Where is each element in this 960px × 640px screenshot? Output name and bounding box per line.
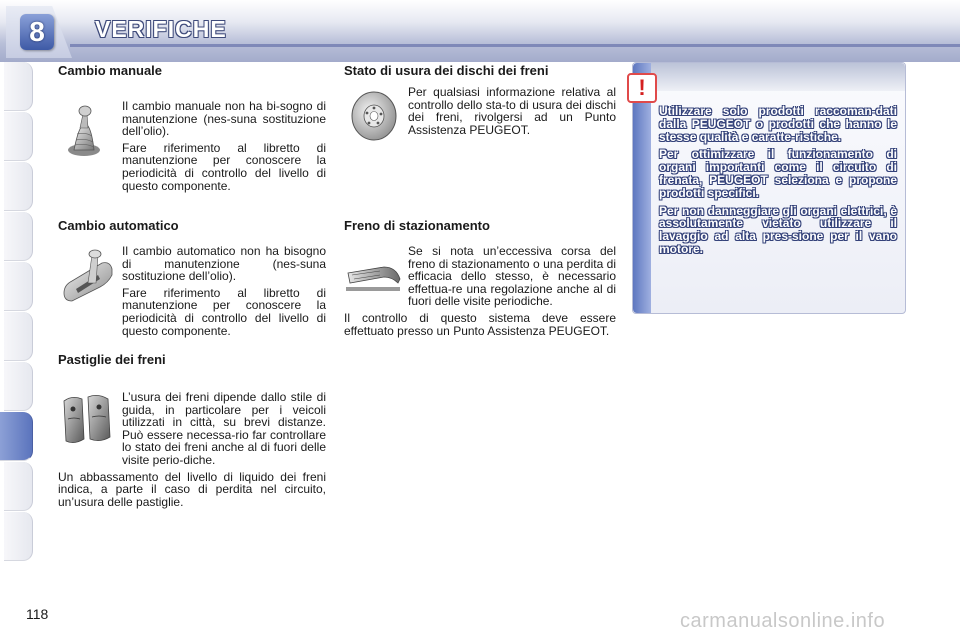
paragraph: L’usura dei freni dipende dallo stile di guida, in particolare per i veicoli utilizzati in città, su brevi distanze. Può essere necessa-rio far controllare lo stato dei freni anche al di fuori delle visite perio-diche.: [122, 391, 326, 467]
side-tab: [4, 62, 33, 111]
side-tab: [4, 112, 33, 161]
paragraph: Se si nota un’eccessiva corsa del freno di stazionamento o una perdita di efficacia dello stesso, è necessario effettua-re una regolazione anche al di fuori delle visite periodiche.: [408, 245, 616, 309]
side-tab: [4, 162, 33, 211]
side-tab: [4, 262, 33, 311]
warning-text: [659, 105, 897, 261]
paragraph: Per qualsiasi informazione relativa al controllo dello sta-to di usura dei dischi dei freni, rivolgersi ad un Punto Assistenza PEUGEOT.: [408, 86, 616, 137]
side-tab: [4, 512, 33, 561]
section-title: Pastiglie dei freni: [58, 352, 166, 367]
paragraph: Fare riferimento al libretto di manutenzione per conoscere la periodicità di controllo del livello di questo componente.: [122, 140, 326, 193]
text-block: [122, 391, 326, 471]
parking-brake-lever-icon: [344, 245, 404, 305]
header-rule: [70, 44, 960, 47]
page-number: 118: [26, 606, 49, 622]
text-block: [122, 100, 326, 196]
text-block: [408, 245, 616, 312]
gear-lever-icon: [58, 100, 118, 160]
section-title: Stato di usura dei dischi dei freni: [344, 63, 549, 78]
automatic-gear-selector-icon: [58, 245, 118, 305]
brake-pads-icon: [58, 391, 118, 451]
warning-paragraph: Utilizzare solo prodotti raccoman-dati dalla PEUGEOT o prodotti che hanno le stesse qualità e caratte-ristiche.: [659, 104, 897, 144]
side-tab: [4, 212, 33, 261]
section-dischi: [344, 63, 616, 148]
side-tab-active: [0, 412, 33, 461]
warning-header-shade: [651, 63, 905, 91]
watermark: carmanualsonline.info: [680, 610, 886, 632]
section-cambio-automatico: [58, 218, 326, 341]
text-block: [408, 86, 616, 140]
chapter-number-badge: 8: [20, 14, 54, 50]
paragraph: Fare riferimento al libretto di manutenzione per conoscere la periodicità di controllo del livello di questo componente.: [122, 285, 326, 338]
text-block: [122, 245, 326, 341]
warning-paragraph: Per ottimizzare il funzionamento di organi importanti come il circuito di frenata, PEUGEOT seleziona e propone prodotti specifici.: [659, 147, 897, 200]
chapter-title: VERIFICHE: [95, 16, 227, 42]
paragraph: Il cambio automatico non ha bisogno di manutenzione (nes-suna sostituzione dell’olio).: [122, 245, 326, 284]
side-tab: [4, 362, 33, 411]
paragraph: Il controllo di questo sistema deve essere effettuato presso un Punto Assistenza PEUGEOT.: [344, 310, 616, 338]
section-title: Freno di stazionamento: [344, 218, 490, 233]
side-tab: [4, 312, 33, 361]
warning-icon: !: [627, 73, 657, 103]
section-freno-stazionamento: [344, 218, 616, 341]
side-tab: [4, 462, 33, 511]
chapter-side-tabs: [0, 62, 34, 574]
section-pastiglie: [58, 352, 326, 512]
paragraph: Il cambio manuale non ha bi-sogno di manutenzione (nes-suna sostituzione dell’olio).: [122, 100, 326, 139]
brake-disc-icon: [344, 86, 404, 146]
section-title: Cambio automatico: [58, 218, 179, 233]
warning-box: [632, 62, 906, 314]
section-title: Cambio manuale: [58, 63, 163, 78]
section-cambio-manuale: [58, 63, 326, 196]
paragraph: Un abbassamento del livello di liquido dei freni indica, a parte il caso di perdita nel circuito, un’usura delle pastiglie.: [58, 469, 326, 509]
warning-paragraph: Per non danneggiare gli organi elettrici, è assolutamente vietato utilizzare il lavaggio ad alta pres-sione per il vano motore.: [659, 203, 897, 256]
